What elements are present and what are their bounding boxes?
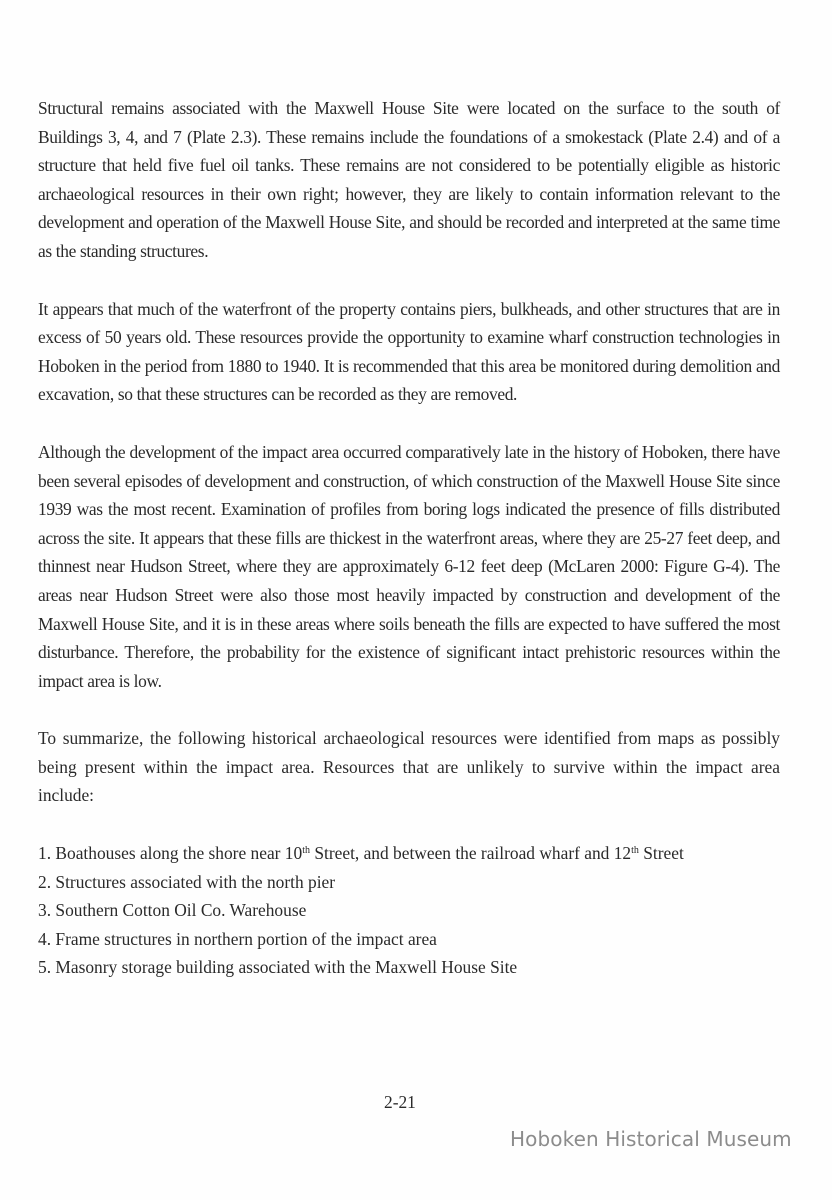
list-item	[38, 839, 780, 868]
museum-watermark: Hoboken Historical Museum	[510, 1127, 792, 1151]
list-number: 5.	[38, 957, 52, 978]
list-item	[38, 868, 780, 897]
list-item	[38, 925, 780, 954]
paragraph-summary: To summarize, the following historical archaeological resources were identified from maps as possibly being present within the impact area. Resources that are unlikely to survive within the impact area include:	[38, 728, 780, 806]
list-item	[38, 953, 780, 982]
paragraph-waterfront: It appears that much of the waterfront of the property contains piers, bulkheads, and other structures that are in excess of 50 years old. These resources provide the opportunity to examine wharf construction technologies in Hoboken in the period from 1880 to 1940. It is recommended that this area be monitored during demolition and excavation, so that these structures can be recorded as they are removed.	[38, 298, 780, 405]
list-item	[38, 896, 780, 925]
list-text: Frame structures in northern portion of the impact area	[55, 928, 437, 949]
list-number: 2.	[38, 871, 52, 892]
list-text: Structures associated with the north pier	[55, 871, 336, 892]
paragraph-structural-remains: Structural remains associated with the Maxwell House Site were located on the surface to the south of Buildings 3, 4, and 7 (Plate 2.3). These remains include the foundations of a smokestack (Plate 2.4) and of a structure that held five fuel oil tanks. These remains are not considered to be potentially eligible as historic archaeological resources in their own right; however, they are likely to contain information relevant to the development and operation of the Maxwell House Site, and should be recorded and interpreted at the same time as the standing structures.	[38, 98, 780, 261]
list-text: Boathouses along the shore near 10	[55, 843, 303, 864]
ordinal-suffix: th	[631, 845, 639, 857]
ordinal-suffix: th	[302, 845, 310, 857]
list-number: 1.	[38, 843, 52, 864]
resource-list	[38, 839, 780, 982]
document-page	[38, 94, 780, 982]
paragraph-development-history: Although the development of the impact area occurred comparatively late in the history of Hoboken, there have been several episodes of development and construction, of which construction of the Maxwell House Site since 1939 was the most recent. Examination of profiles from boring logs indicated the presence of fills distributed across the site. It appears that these fills are thickest in the waterfront areas, where they are 25-27 feet deep, and thinnest near Hudson Street, where they are approximately 6-12 feet deep (McLaren 2000: Figure G-4). The areas near Hudson Street were also those most heavily impacted by construction and development of the Maxwell House Site, and it is in these areas where soils beneath the fills are expected to have suffered the most disturbance. Therefore, the probability for the existence of significant intact prehistoric resources within the impact area is low.	[38, 441, 780, 691]
list-text: Street, and between the railroad wharf and 12	[309, 843, 632, 864]
list-text: Southern Cotton Oil Co. Warehouse	[55, 900, 307, 921]
list-number: 3.	[38, 900, 52, 921]
list-text: Masonry storage building associated with the Maxwell House Site	[55, 957, 518, 978]
list-number: 4.	[38, 928, 52, 949]
page-number: 2-21	[384, 1092, 416, 1112]
list-text: Street	[638, 843, 684, 864]
